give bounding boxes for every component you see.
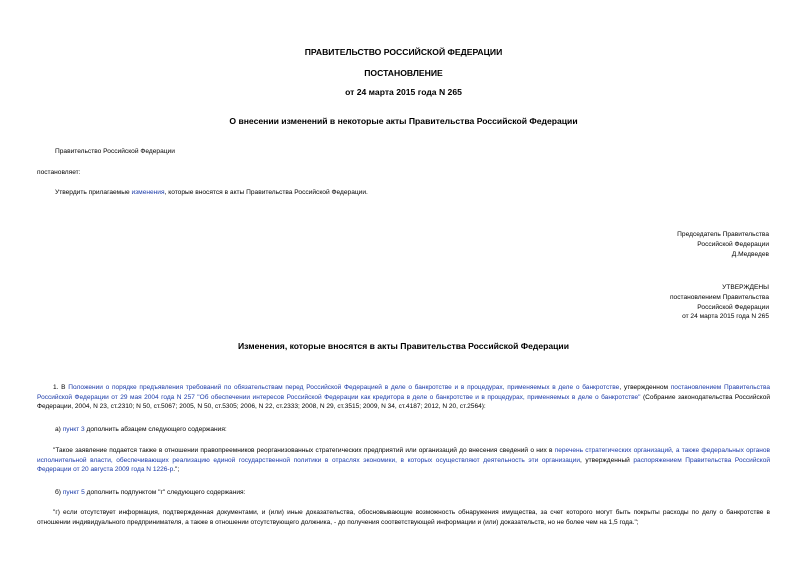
item-1-text: 1. В (53, 384, 69, 391)
quote-b-paragraph (37, 508, 770, 527)
item-b-suffix: дополнить подпунктом "г" следующего содержания: (84, 489, 246, 496)
quote-a-paragraph (37, 446, 770, 475)
item-a-paragraph (55, 425, 227, 434)
signature-country: Российской Федерации (697, 240, 769, 248)
order-1226-link[interactable]: распоряжением Правительства Российской Федерации от 20 августа 2009 года N 1226-р (37, 456, 770, 474)
regulation-link[interactable]: Положении о порядке предъявления требований по обязательствам перед Российской Федерацией в деле о банкротстве и в процедурах, применяемых в деле о банкротстве (68, 384, 620, 391)
document-title: О внесении изменений в некоторые акты Правительства Российской Федерации (229, 116, 578, 126)
item-1-text-2: , утвержденном (619, 384, 671, 391)
changes-link[interactable]: изменения (131, 189, 165, 196)
quote-a-text: "Такое заявление подается также в отношении правопреемников реорганизованных стратегических предприятий или организаций до внесения сведений о них в (53, 447, 555, 454)
item-a-suffix: дополнить абзацем следующего содержания: (84, 426, 227, 433)
signature-position: Председатель Правительства (677, 231, 769, 238)
approval-block (670, 283, 769, 322)
approve-text-after: , которые вносятся в акты Правительства Российской Федерации. (164, 189, 368, 196)
item-b-prefix: б) (55, 489, 63, 496)
preamble-approve (55, 188, 368, 197)
signature-block (677, 230, 769, 259)
strategic-list-link[interactable]: перечень стратегических организаций, а также федеральных органов исполнительной власти, обеспечивающих реализацию единой государственной политики в отраслях экономики, в которых осуществляют деятельность эти организации (37, 447, 770, 464)
approval-date: от 24 марта 2015 года N 265 (682, 313, 769, 321)
resolution-257-link[interactable]: постановлением Правительства Российской Федерации от 29 мая 2004 года N 257 "Об обеспечении интересов Российской Федерации как кредитора в деле о банкротстве и в процедурах, применяемых в деле о банкротстве" (37, 384, 770, 401)
approval-by: постановлением Правительства (669, 293, 769, 301)
point-5-link[interactable]: пункт 5 (62, 489, 85, 496)
item-1-paragraph (37, 383, 770, 412)
preamble-decrees: постановляет: (37, 169, 81, 176)
approval-stamp: УТВЕРЖДЕНЫ (722, 284, 769, 291)
government-heading: ПРАВИТЕЛЬСТВО РОССИЙСКОЙ ФЕДЕРАЦИИ (304, 47, 503, 57)
item-a-prefix: а) (55, 426, 63, 433)
quote-a-text-2: , утвержденный (580, 456, 634, 464)
item-b-paragraph (55, 488, 245, 497)
point-3-link[interactable]: пункт 3 (62, 426, 85, 433)
preamble-government: Правительство Российской Федерации (55, 148, 175, 155)
item-1-text-3: (Собрание законодательства Российской Федерации, 2004, N 23, ст.2310; N 50, ст.5067; 2005, N 50, ст.5305; 2006, N 22, ст.2333; 2008, N 29, ст.3515; 2009, N 34, ст.4187; 2012, N 20, ст.2564): (37, 393, 770, 411)
quote-b-text: "г) если отсутствует информация, подтвержденная документами, и (или) иные доказательства, обосновывающие возможность обнаружения имущества, за счет которого могут быть покрыты расходы по делу о банкротстве в отношении индивидуального предпринимателя, а также в отношении отсутствующего должника, - до получения соответствующей информации и (или) доказательств, но не более чем на 1,5 года."; (37, 509, 770, 526)
signature-name: Д.Медведев (731, 250, 769, 258)
document-type: ПОСТАНОВЛЕНИЕ (364, 68, 443, 78)
document-date-number: от 24 марта 2015 года N 265 (345, 87, 462, 97)
approve-text-before: Утвердить прилагаемые (55, 189, 132, 196)
quote-a-text-3: ."; (173, 466, 180, 474)
approval-country: Российской Федерации (697, 303, 769, 311)
changes-title: Изменения, которые вносятся в акты Правительства Российской Федерации (237, 341, 569, 351)
